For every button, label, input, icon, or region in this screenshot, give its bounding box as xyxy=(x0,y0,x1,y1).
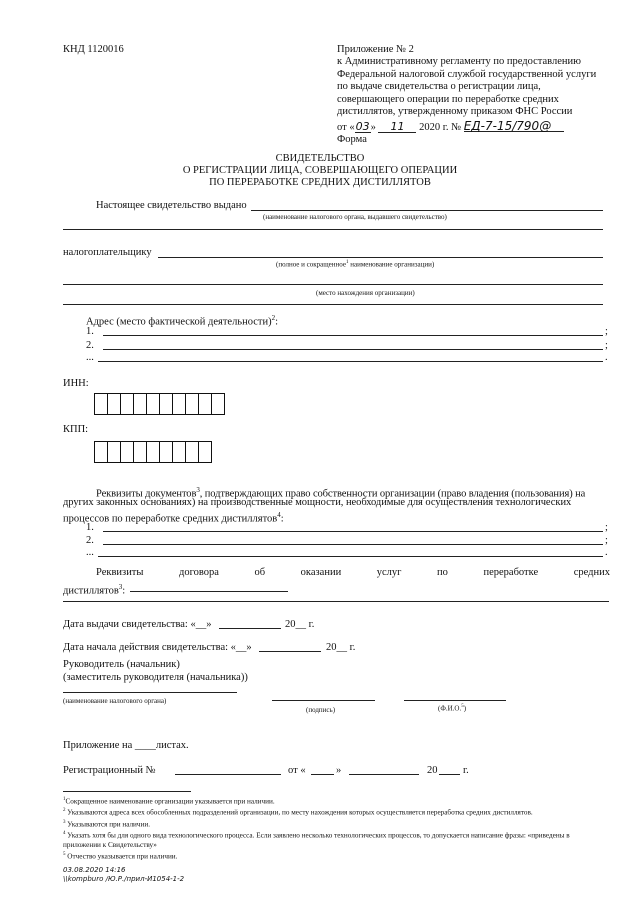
inn-cell[interactable] xyxy=(133,393,147,415)
issue-year: 20__ г. xyxy=(285,619,315,630)
title-line-1: СВИДЕТЕЛЬСТВО xyxy=(275,153,365,164)
appendix-line: совершающего операции по переработке средних xyxy=(337,93,559,105)
name-hint: (Ф.И.О.$^5$) xyxy=(438,704,467,713)
registration-number-field[interactable] xyxy=(175,774,281,775)
appendix-line: по выдаче свидетельства о регистрации лица, xyxy=(337,81,541,93)
authority-hint: (наименование налогового органа) xyxy=(63,697,167,705)
address-item-num: ... xyxy=(86,352,94,363)
address-line-1[interactable] xyxy=(103,335,603,336)
kpp-label: КПП: xyxy=(63,424,89,435)
inn-cell[interactable] xyxy=(159,393,173,415)
kpp-boxes[interactable] xyxy=(94,441,211,463)
start-year: 20__ г. xyxy=(326,642,356,653)
order-ref: от «03» 11 2020 г. № ЕД-7-15/790@ xyxy=(337,121,564,134)
requisites-line-field-3[interactable] xyxy=(98,556,603,557)
inn-boxes[interactable] xyxy=(94,393,224,415)
taxpayer-label: налогоплательщику xyxy=(63,247,152,258)
inn-cell[interactable] xyxy=(107,393,121,415)
kpp-cell[interactable] xyxy=(107,441,121,463)
issue-date-label: Дата выдачи свидетельства: «__» xyxy=(63,619,212,630)
footnote-4: $^4$ Указать хотя бы для одного вида технологического процесса. Если заявлено несколько технологических процессов, то допускается написание фразы: «приведены в приложении к Свидетельству» xyxy=(63,831,570,849)
footnote-1: $^1$Сокращенное наименование организации указывается при наличии. xyxy=(63,797,275,806)
print-path: \\kompburo /Ю.Р./прил-И1054-1-2 xyxy=(63,875,185,883)
inn-cell[interactable] xyxy=(172,393,186,415)
footnotes xyxy=(63,795,609,861)
contract-line-1: Реквизиты договора об оказании услуг по переработке средних xyxy=(96,567,610,578)
registration-month-field[interactable] xyxy=(349,774,419,775)
address-line-2[interactable] xyxy=(103,349,603,350)
appendix-sheets: Приложение на ____листах. xyxy=(63,740,189,751)
issued-line-2[interactable] xyxy=(63,229,603,230)
issued-label: Настоящее свидетельство выдано xyxy=(96,200,247,211)
contract-field[interactable] xyxy=(130,591,288,592)
appendix-line: к Административному регламенту по предоставлению xyxy=(337,56,581,68)
start-date-field[interactable] xyxy=(259,651,321,652)
requisites-line-2: других законных основаниях) на производственные мощности, необходимые для осуществления технологических xyxy=(63,497,572,508)
footnote-5: $^5$ Отчество указывается при наличии. xyxy=(63,851,178,860)
knd-code: КНД 1120016 xyxy=(63,44,124,55)
print-meta xyxy=(63,866,184,884)
location-hint: (место нахождения организации) xyxy=(316,289,415,297)
footnote-separator xyxy=(63,791,191,792)
order-prefix: от « xyxy=(337,122,355,133)
order-year: 2020 г. № xyxy=(419,122,462,133)
registration-year: 20 xyxy=(427,765,438,776)
registration-year-field[interactable] xyxy=(439,774,460,775)
order-month: 11 xyxy=(378,122,416,133)
footnote-3: $^3$ Указываются при наличии. xyxy=(63,819,151,829)
kpp-cell[interactable] xyxy=(159,441,173,463)
inn-cell[interactable] xyxy=(211,393,225,415)
issued-hint: (наименование налогового органа, выдавшего свидетельство) xyxy=(263,213,447,221)
requisites-line-field-1[interactable] xyxy=(103,531,603,532)
requisites-line-3: процессов по переработке средних дистиллятов$^4$: xyxy=(63,511,284,525)
inn-cell[interactable] xyxy=(185,393,199,415)
registration-from: от « xyxy=(288,765,306,776)
sign-field[interactable] xyxy=(272,700,375,701)
footnote-2: $^2$ Указываются адреса всех обособленных подразделений организации, по месту нахождения которых осуществляется переработка средних дистиллятов. xyxy=(63,808,533,817)
address-item-num: 1. xyxy=(86,326,94,337)
kpp-cell[interactable] xyxy=(198,441,212,463)
appendix-block xyxy=(337,44,596,118)
appendix-title: Приложение № 2 xyxy=(337,44,414,55)
issued-line[interactable] xyxy=(251,210,603,211)
taxpayer-line[interactable] xyxy=(158,257,603,258)
issue-date-field[interactable] xyxy=(219,628,281,629)
registration-day-field[interactable] xyxy=(311,774,334,775)
name-field[interactable] xyxy=(404,700,506,701)
contract-line-field-2[interactable] xyxy=(63,601,609,602)
registration-label: Регистрационный № xyxy=(63,765,156,776)
contract-line-2: дистиллятов$^3$: xyxy=(63,583,126,597)
kpp-cell[interactable] xyxy=(185,441,199,463)
sign-hint: (подпись) xyxy=(306,706,336,714)
head-line-2: (заместитель руководителя (начальника)) xyxy=(63,672,248,683)
start-date-label: Дата начала действия свидетельства: «__» xyxy=(63,642,252,653)
head-line-1: Руководитель (начальник) xyxy=(63,659,180,670)
kpp-cell[interactable] xyxy=(120,441,134,463)
requisites-line-field-2[interactable] xyxy=(103,544,603,545)
kpp-cell[interactable] xyxy=(146,441,160,463)
kpp-cell[interactable] xyxy=(133,441,147,463)
inn-label: ИНН: xyxy=(63,378,89,389)
kpp-cell[interactable] xyxy=(94,441,108,463)
inn-cell[interactable] xyxy=(198,393,212,415)
authority-field[interactable] xyxy=(63,692,237,693)
kpp-cell[interactable] xyxy=(172,441,186,463)
location-line[interactable] xyxy=(63,284,603,285)
address-item-num: 2. xyxy=(86,340,94,351)
form-label: Форма xyxy=(337,134,367,145)
location-line-2[interactable] xyxy=(63,304,603,305)
appendix-line: дистиллятов, утвержденному приказом ФНС России xyxy=(337,106,573,118)
appendix-line: Федеральной налоговой службой государственной услуги xyxy=(337,68,597,80)
inn-cell[interactable] xyxy=(94,393,108,415)
order-day: 03 xyxy=(355,120,370,133)
inn-cell[interactable] xyxy=(146,393,160,415)
requisites-line-1: Реквизиты документов$^3$, подтверждающих право собственности организации (право владения (пользования) на xyxy=(96,486,586,500)
title-line-3: ПО ПЕРЕРАБОТКЕ СРЕДНИХ ДИСТИЛЛЯТОВ xyxy=(209,177,431,188)
address-line-3[interactable] xyxy=(98,361,603,362)
order-number: ЕД-7-15/790@ xyxy=(464,121,564,132)
title-line-2: О РЕГИСТРАЦИИ ЛИЦА, СОВЕРШАЮЩЕГО ОПЕРАЦИИ xyxy=(182,165,458,176)
address-label: Адрес (место фактической деятельности)$^2$: xyxy=(86,314,279,328)
print-timestamp: 03.08.2020 14:16 xyxy=(63,866,126,874)
inn-cell[interactable] xyxy=(120,393,134,415)
taxpayer-hint: (полное и сокращенное$^1$ наименование организации) xyxy=(276,260,435,269)
